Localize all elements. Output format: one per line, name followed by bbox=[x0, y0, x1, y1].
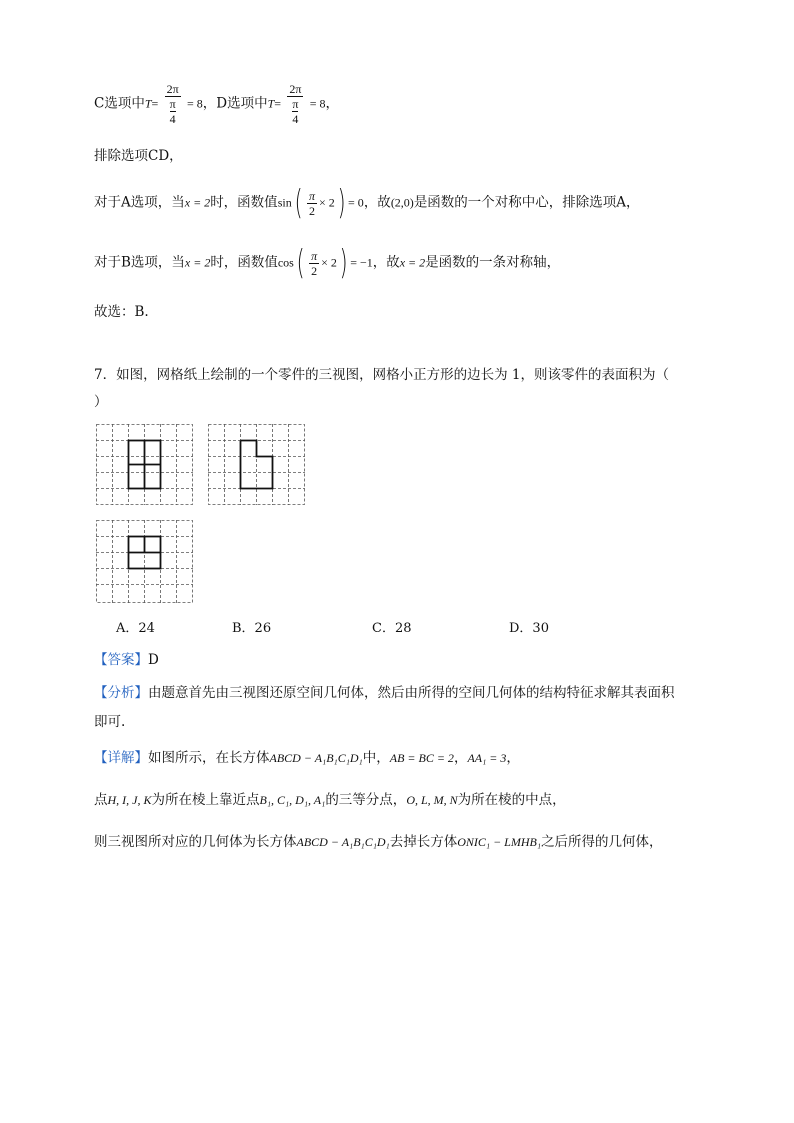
top-view-figure bbox=[96, 520, 195, 604]
solution-line-choose-b: 故选：B. bbox=[94, 304, 149, 320]
detail-line-3: 则三视图所对应的几何体为长方体ABCD − A₁B₁C₁D₁去掉长方体ONIC₁ − LMHB₁之后所得的几何体， bbox=[94, 834, 663, 850]
answer-line bbox=[94, 650, 159, 670]
detail-line-2: 点H, I, J, K为所在棱上靠近点B₁, C₁, D₁, A₁的三等分点，O, L, M, N为所在棱的中点， bbox=[94, 792, 566, 808]
side-view-figure bbox=[208, 424, 307, 506]
question-7-stem: 7．如图，网格纸上绘制的一个零件的三视图，网格小正方形的边长为 1，则该零件的表面积为（ bbox=[94, 367, 669, 383]
analysis-line-2: 即可. bbox=[94, 714, 126, 730]
answer-tag: 【答案】 bbox=[94, 652, 148, 668]
choice-c[interactable]: C．28 bbox=[372, 621, 412, 636]
choice-a[interactable]: A．24 bbox=[116, 621, 155, 636]
period-fraction-c: 2π π 4 bbox=[166, 82, 179, 126]
solution-line-option-b: 对于B选项，当x = 2时，函数值cos( $\frac{\pi}{2}$ × 2) = −1，故x = 2是函数的一条对称轴， bbox=[94, 243, 561, 283]
question-7-stem-close: ） bbox=[94, 394, 108, 410]
solution-line-period: C选项中T= 2π π 4 = 8，D选项中T= 2π π 4 = 8， bbox=[94, 82, 339, 126]
detail-tag: 【详解】 bbox=[94, 750, 148, 766]
front-view-figure bbox=[96, 424, 195, 506]
detail-line-1: 【详解】如图所示，在长方体ABCD − A₁B₁C₁D₁中，AB = BC = 2，AA₁ = 3， bbox=[94, 750, 520, 766]
answer-value: D bbox=[148, 652, 159, 668]
solution-line-exclude-cd: 排除选项CD， bbox=[94, 148, 183, 164]
choice-b[interactable]: B．26 bbox=[232, 621, 272, 636]
analysis-tag: 【分析】 bbox=[94, 685, 148, 701]
period-fraction-d: 2π π 4 bbox=[289, 82, 302, 126]
solution-line-option-a: 对于A选项，当x = 2时，函数值sin( $\frac{\pi}{2}$ × 2) = 0，故(2,0)是函数的一个对称中心，排除选项A， bbox=[94, 183, 640, 223]
analysis-line-1: 【分析】由题意首先由三视图还原空间几何体，然后由所得的空间几何体的结构特征求解其表面积 bbox=[94, 685, 675, 701]
choice-d[interactable]: D．30 bbox=[509, 621, 549, 636]
